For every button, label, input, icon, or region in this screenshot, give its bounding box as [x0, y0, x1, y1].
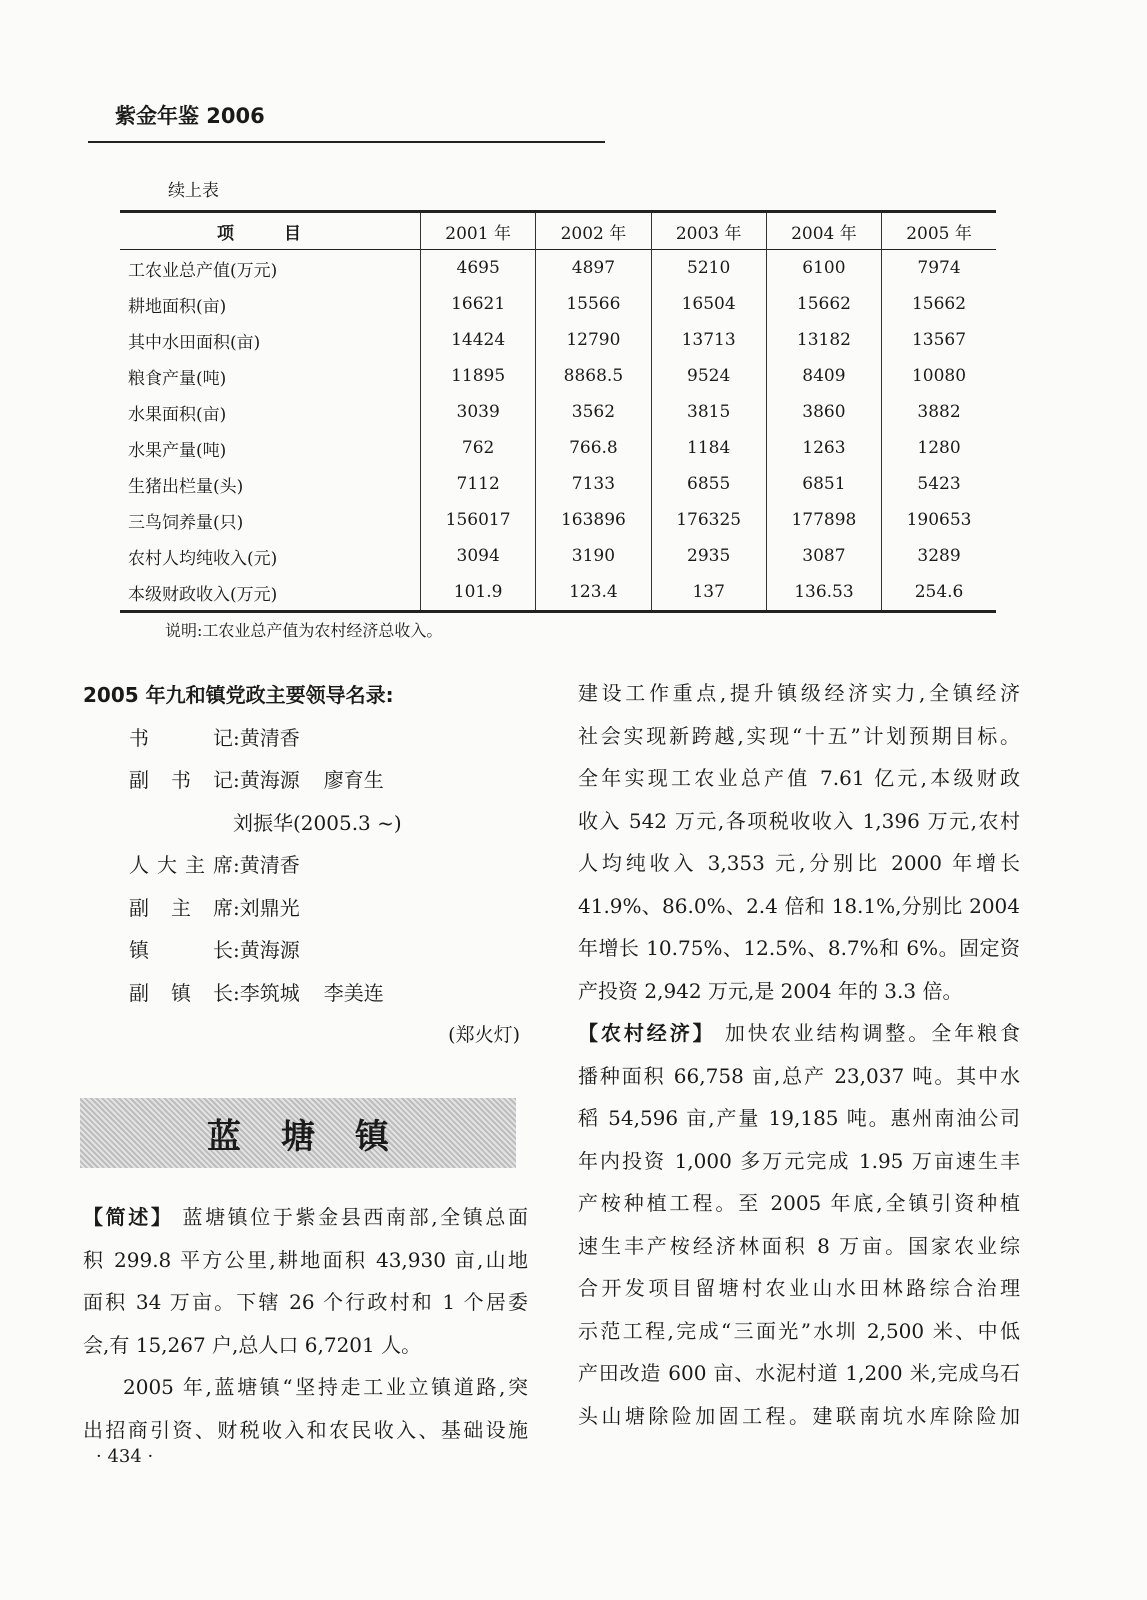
statistics-table	[120, 210, 996, 613]
leader-row	[83, 717, 528, 760]
body-line: 播种面积 66,758 亩,总产 23,037 吨。其中水	[578, 1063, 1020, 1088]
table-cell: 15662	[766, 286, 881, 322]
table-cell: 15566	[536, 286, 651, 322]
table-cell: 8868.5	[536, 358, 651, 394]
table-cell: 190653	[882, 502, 996, 538]
table-caption: 续上表	[168, 181, 219, 201]
table-note: 说明:工农业总产值为农村经济总收入。	[165, 621, 443, 640]
table-cell: 14424	[421, 322, 536, 358]
table-cell: 1184	[651, 430, 766, 466]
table-row-label: 生猪出栏量(头)	[128, 476, 244, 497]
table-cell: 3882	[882, 394, 996, 430]
table-cell: 3087	[766, 538, 881, 574]
author-credit: (郑火灯)	[448, 1024, 520, 1046]
leader-row	[83, 887, 528, 930]
table-cell: 3860	[766, 394, 881, 430]
leader-names	[240, 844, 528, 887]
table-cell: 5210	[651, 250, 766, 287]
table-row	[120, 574, 996, 612]
table-cell: 4695	[421, 250, 536, 287]
colon: :	[233, 768, 240, 792]
leader-names	[240, 929, 528, 972]
table-cell: 2935	[651, 538, 766, 574]
leader-row	[83, 802, 528, 845]
section-banner	[80, 1098, 516, 1168]
colon: :	[233, 853, 240, 877]
summary-tag: 【简述】	[83, 1205, 174, 1229]
table-header-year: 2003 年	[651, 212, 766, 250]
table-row-label: 水果产量(吨)	[128, 440, 227, 461]
section-title: 蓝塘镇	[207, 1116, 429, 1157]
body-line: 社会实现新跨越,实现“十五”计划预期目标。	[578, 723, 1020, 748]
table-cell: 13567	[882, 322, 996, 358]
table-row	[120, 502, 996, 538]
table-cell: 6851	[766, 466, 881, 502]
body-line: 合开发项目留塘村农业山水田林路综合治理	[578, 1276, 1020, 1300]
body-line: 全年实现工农业总产值 7.61 亿元,本级财政	[578, 766, 1020, 790]
running-title: 紫金年鉴 2006	[115, 104, 265, 128]
body-line: 稻 54,596 亩,产量 19,185 吨。惠州南油公司	[578, 1106, 1020, 1130]
body-line: 头山塘除险加固工程。建联南坑水库除险加	[578, 1403, 1020, 1428]
summary-text: 蓝塘镇位于紫金县西南部,全镇总面	[182, 1205, 529, 1229]
table-row	[120, 322, 996, 358]
leader-row	[83, 844, 528, 887]
table-row	[120, 538, 996, 574]
body-line: 产桉种植工程。至 2005 年底,全镇引资种植	[578, 1191, 1020, 1215]
body-line: 产投资 2,942 万元,是 2004 年的 3.3 倍。	[578, 978, 963, 1003]
body-line: 收入 542 万元,各项税收收入 1,396 万元,农村	[578, 808, 1020, 833]
table-header-item: 项 目	[217, 223, 323, 244]
table-cell: 15662	[882, 286, 996, 322]
table-cell: 3289	[882, 538, 996, 574]
table-row	[120, 466, 996, 502]
leader-name: 李筑城	[239, 980, 300, 1005]
leader-names	[233, 802, 528, 845]
leader-name: 刘振华(2005.3 ~)	[233, 810, 402, 835]
leader-role: 副镇长	[129, 980, 233, 1005]
table-row-label: 工农业总产值(万元)	[128, 260, 278, 281]
table-cell: 156017	[421, 502, 536, 538]
leader-name: 黄海源	[239, 768, 300, 792]
body-line: 产田改造 600 亩、水泥村道 1,200 米,完成乌石	[578, 1361, 1020, 1385]
body-line: 速生丰产桉经济林面积 8 万亩。国家农业综	[578, 1233, 1020, 1258]
leader-row	[83, 929, 528, 972]
leader-names	[240, 717, 528, 760]
colon: :	[233, 938, 240, 962]
leader-name: 黄清香	[239, 853, 300, 877]
body-line: 41.9%、86.0%、2.4 倍和 18.1%,分别比 2004	[578, 893, 1020, 918]
right-column	[578, 672, 1020, 1437]
header-rule	[88, 141, 605, 143]
table-cell: 1280	[882, 430, 996, 466]
body-line: 年增长 10.75%、12.5%、8.7%和 6%。固定资	[578, 936, 1020, 960]
table-cell: 766.8	[536, 430, 651, 466]
colon: :	[233, 725, 240, 750]
colon: :	[233, 980, 240, 1005]
leader-role: 镇长	[129, 938, 233, 962]
leader-name: 黄海源	[239, 938, 300, 962]
summary-line: 2005 年,蓝塘镇“坚持走工业立镇道路,突	[123, 1375, 528, 1399]
leader-name: 刘鼎光	[239, 895, 300, 920]
leader-names	[240, 972, 528, 1015]
table-header-year: 2004 年	[766, 212, 881, 250]
body-line: 建设工作重点,提升镇级经济实力,全镇经济	[578, 681, 1020, 705]
leader-name: 李美连	[323, 980, 384, 1005]
economy-text: 加快农业结构调整。全年粮食	[724, 1021, 1021, 1045]
table-header-year: 2002 年	[536, 212, 651, 250]
colon: :	[233, 895, 240, 920]
body-line: 人均纯收入 3,353 元,分别比 2000 年增长	[578, 851, 1020, 875]
table-cell: 7112	[421, 466, 536, 502]
leader-role: 人大主席	[129, 853, 233, 877]
leader-names	[240, 887, 528, 930]
table-cell: 8409	[766, 358, 881, 394]
table-cell: 176325	[651, 502, 766, 538]
leaders-heading: 2005 年九和镇党政主要领导名录:	[83, 683, 394, 707]
table-cell: 4897	[536, 250, 651, 287]
table-cell: 5423	[882, 466, 996, 502]
table-cell: 163896	[536, 502, 651, 538]
table-cell: 13182	[766, 322, 881, 358]
leader-row	[83, 972, 528, 1015]
left-column	[83, 674, 528, 1057]
leader-role: 副主席	[129, 895, 233, 920]
table-row-label: 三鸟饲养量(只)	[128, 512, 244, 533]
table-cell: 762	[421, 430, 536, 466]
table-cell: 3815	[651, 394, 766, 430]
table-row	[120, 394, 996, 430]
table-cell: 254.6	[882, 574, 996, 612]
leader-role: 书记	[129, 725, 233, 750]
table-cell: 3094	[421, 538, 536, 574]
table-row-label: 其中水田面积(亩)	[128, 332, 261, 353]
table-cell: 16504	[651, 286, 766, 322]
table-header-year: 2005 年	[882, 212, 996, 250]
leader-role: 副书记	[129, 768, 233, 792]
summary-line: 积 299.8 平方公里,耕地面积 43,930 亩,山地	[83, 1247, 528, 1272]
table-row	[120, 358, 996, 394]
table-row-label: 农村人均纯收入(元)	[128, 548, 278, 569]
table-cell: 7133	[536, 466, 651, 502]
table-cell: 12790	[536, 322, 651, 358]
table-row	[120, 250, 996, 287]
table-row	[120, 430, 996, 466]
table-row	[120, 286, 996, 322]
economy-tag: 【农村经济】	[578, 1021, 716, 1045]
leader-name: 廖育生	[323, 768, 384, 792]
table-cell: 177898	[766, 502, 881, 538]
table-header-year: 2001 年	[421, 212, 536, 250]
summary-block	[83, 1196, 528, 1451]
table-row-label: 本级财政收入(万元)	[128, 584, 278, 605]
table-cell: 6100	[766, 250, 881, 287]
leader-row	[83, 759, 528, 802]
body-line: 年内投资 1,000 多万元完成 1.95 万亩速生丰	[578, 1148, 1020, 1173]
table-cell: 6855	[651, 466, 766, 502]
page-number: · 434 ·	[96, 1446, 154, 1467]
table-cell: 101.9	[421, 574, 536, 612]
table-row-label: 水果面积(亩)	[128, 404, 227, 425]
table-header-row	[120, 212, 996, 250]
summary-line: 会,有 15,267 户,总人口 6,7201 人。	[83, 1332, 422, 1357]
summary-line	[83, 1196, 528, 1239]
body-line: 示范工程,完成“三面光”水圳 2,500 米、中低	[578, 1318, 1020, 1343]
table-cell: 123.4	[536, 574, 651, 612]
table-cell: 3562	[536, 394, 651, 430]
table-cell: 16621	[421, 286, 536, 322]
table-cell: 137	[651, 574, 766, 612]
table-cell: 3039	[421, 394, 536, 430]
table-cell: 3190	[536, 538, 651, 574]
table-cell: 9524	[651, 358, 766, 394]
table-cell: 136.53	[766, 574, 881, 612]
table-cell: 10080	[882, 358, 996, 394]
table-cell: 7974	[882, 250, 996, 287]
table-row-label: 粮食产量(吨)	[128, 368, 227, 389]
table-cell: 13713	[651, 322, 766, 358]
economy-line	[578, 1012, 1020, 1055]
summary-line: 面积 34 万亩。下辖 26 个行政村和 1 个居委	[83, 1290, 528, 1314]
leaders-list	[83, 717, 528, 1015]
summary-line: 出招商引资、财税收入和农民收入、基础设施	[83, 1417, 528, 1442]
table-cell: 11895	[421, 358, 536, 394]
table-cell: 1263	[766, 430, 881, 466]
leader-names	[240, 759, 528, 802]
table-row-label: 耕地面积(亩)	[128, 296, 227, 317]
leader-name: 黄清香	[239, 725, 300, 750]
